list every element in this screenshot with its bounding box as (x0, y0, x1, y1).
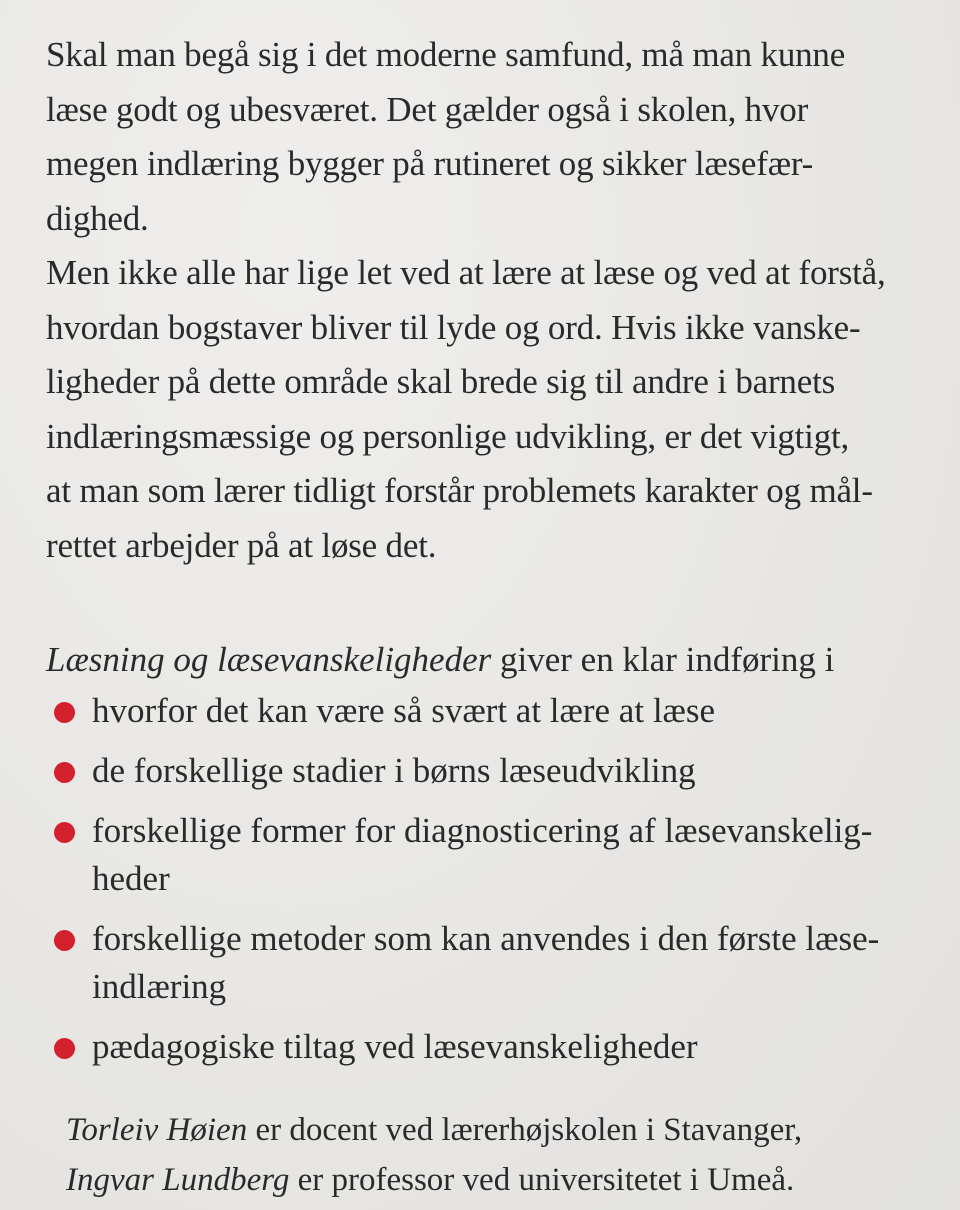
author-name: Torleiv Høien (66, 1112, 248, 1148)
list-item-text: forskellige former for diagnosticering af læsevanskelig- (92, 811, 873, 850)
intro-paragraph-1 (46, 28, 936, 246)
intro-text (46, 28, 936, 573)
author-line (66, 1155, 936, 1205)
book-lead (46, 633, 936, 687)
intro-paragraph-2 (46, 246, 936, 573)
list-item-text: de forskellige stadier i børns læseudvikling (92, 751, 696, 790)
list-item (46, 1023, 936, 1071)
author-name: Ingvar Lundberg (66, 1162, 290, 1198)
bullet-dot-icon (54, 930, 75, 951)
list-item-text: indlæring (92, 967, 227, 1006)
list-item (46, 807, 936, 903)
author-info (46, 1105, 936, 1205)
text-line: rettet arbejder på at løse det. (46, 525, 437, 565)
book-back-cover-text (46, 28, 936, 1205)
bullet-dot-icon (54, 822, 75, 843)
list-item-text: forskellige metoder som kan anvendes i den første læse- (92, 919, 880, 958)
text-line: hvordan bogstaver bliver til lyde og ord. Hvis ikke vanske- (46, 307, 861, 347)
text-line: dighed. (46, 198, 149, 238)
text-line: Men ikke alle har lige let ved at lære at læse og ved at forstå, (46, 253, 886, 292)
lead-text: giver en klar indføring i (491, 640, 835, 679)
author-line (66, 1105, 936, 1155)
list-item (46, 915, 936, 1011)
text-line: læse godt og ubesværet. Det gælder også i skolen, hvor (46, 89, 809, 129)
list-item (46, 687, 936, 735)
list-item-text: heder (92, 859, 170, 898)
author-description: er docent ved lærerhøjskolen i Stavanger, (247, 1112, 803, 1148)
list-item-text: pædagogiske tiltag ved læsevanskeligheder (92, 1027, 698, 1066)
topic-list (46, 687, 936, 1071)
list-item-text: hvorfor det kan være så svært at lære at læse (92, 691, 716, 730)
text-line: at man som lærer tidligt forstår problemets karakter og mål- (46, 471, 873, 510)
text-line: ligheder på dette område skal brede sig til andre i barnets (46, 362, 836, 401)
bullet-dot-icon (54, 762, 75, 783)
text-line: Skal man begå sig i det moderne samfund, må man kunne (46, 35, 846, 74)
book-title: Læsning og læsevanskeligheder (46, 640, 492, 679)
text-line: indlæringsmæssige og personlige udvikling, er det vigtigt, (46, 416, 850, 456)
text-line: megen indlæring bygger på rutineret og sikker læsefær- (46, 144, 814, 183)
author-description: er professor ved universitetet i Umeå. (289, 1162, 795, 1198)
bullet-dot-icon (54, 702, 75, 723)
bullet-dot-icon (54, 1038, 75, 1059)
list-item (46, 747, 936, 795)
